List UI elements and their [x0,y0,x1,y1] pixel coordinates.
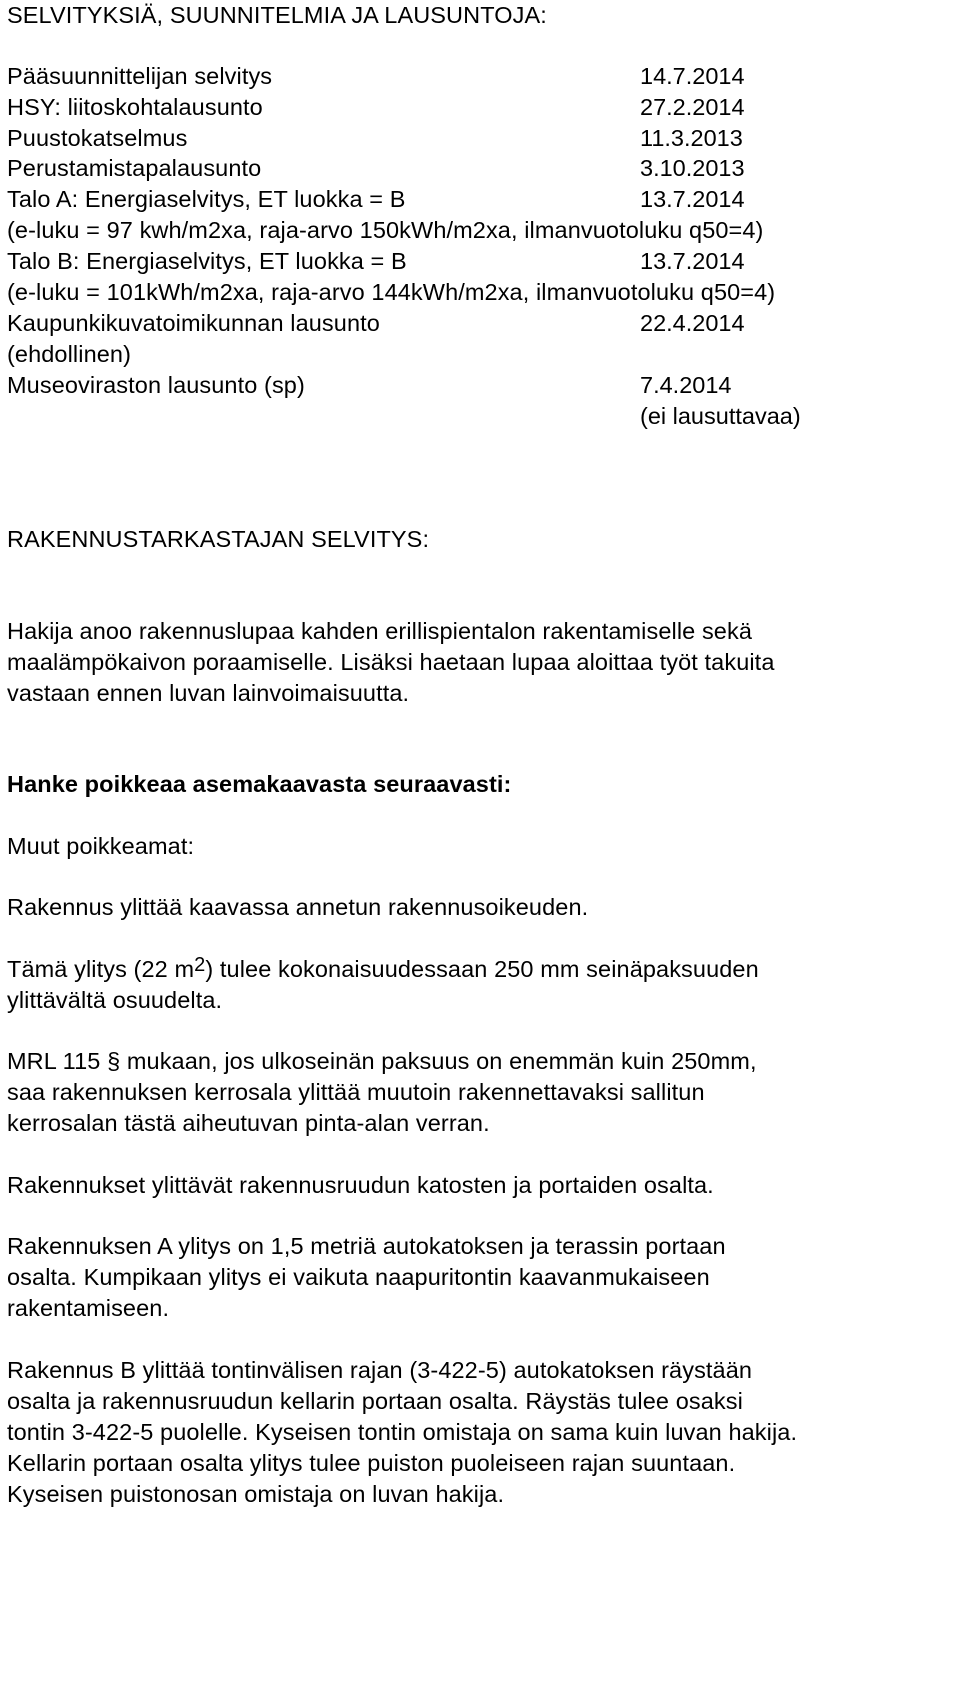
deviation-paragraph-line: Kellarin portaan osalta ylitys tulee puiston puoleiseen rajan suuntaan. [7,1450,736,1476]
deviation-heading: Hanke poikkeaa asemakaavasta seuraavasti: [7,771,512,797]
superscript-2: 2 [194,954,206,976]
area-text-after: ) tulee kokonaisuudessaan 250 mm seinäpaksuuden [205,956,759,982]
document-label: Museoviraston lausunto (sp) [7,372,305,398]
deviation-paragraph: Rakennus ylittää kaavassa annetun rakennusoikeuden. [7,894,589,920]
deviation-paragraph-line: Rakennus B ylittää tontinvälisen rajan (3-422-5) autokatoksen räystään [7,1357,753,1383]
document-date: 13.7.2014 [640,186,745,212]
deviation-paragraph-line: rakentamiseen. [7,1295,170,1321]
document-label: HSY: liitoskohtalausunto [7,94,263,120]
document-date: 3.10.2013 [640,155,745,181]
deviation-paragraph-line: ylittävältä osuudelta. [7,987,223,1013]
deviation-paragraph-line: saa rakennuksen kerrosala ylittää muutoin rakennettavaksi sallitun [7,1079,705,1105]
deviation-subheading: Muut poikkeamat: [7,833,195,859]
document-label: Perustamistapalausunto [7,155,262,181]
document-note: (e-luku = 101kWh/m2xa, raja-arvo 144kWh/m2xa, ilmanvuotoluku q50=4) [7,279,776,305]
document-date: 27.2.2014 [640,94,745,120]
document-label: Talo A: Energiaselvitys, ET luokka = B [7,186,406,212]
document-note: (ehdollinen) [7,341,132,367]
area-text-before: Tämä ylitys (22 m [7,956,195,982]
inspector-paragraph-line: vastaan ennen luvan lainvoimaisuutta. [7,680,410,706]
document-label: Pääsuunnittelijan selvitys [7,63,273,89]
document-note: (ei lausuttavaa) [640,403,801,429]
deviation-paragraph-line [7,956,759,983]
document-date: 14.7.2014 [640,63,745,89]
inspector-heading: RAKENNUSTARKASTAJAN SELVITYS: [7,526,430,552]
inspector-paragraph-line: Hakija anoo rakennuslupaa kahden erillispientalon rakentamiselle sekä [7,618,752,644]
document-date: 7.4.2014 [640,372,732,398]
deviation-paragraph-line: kerrosalan tästä aiheutuvan pinta-alan verran. [7,1110,490,1136]
inspector-paragraph-line: maalämpökaivon poraamiselle. Lisäksi haetaan lupaa aloittaa työt takuita [7,649,775,675]
deviation-paragraph-line: osalta ja rakennusruudun kellarin portaan osalta. Räystäs tulee osaksi [7,1388,743,1414]
document-label: Talo B: Energiaselvitys, ET luokka = B [7,248,407,274]
section-title: SELVITYKSIÄ, SUUNNITELMIA JA LAUSUNTOJA: [7,2,547,28]
deviation-paragraph-line: Rakennuksen A ylitys on 1,5 metriä autokatoksen ja terassin portaan [7,1233,726,1259]
document-note: (e-luku = 97 kwh/m2xa, raja-arvo 150kWh/m2xa, ilmanvuotoluku q50=4) [7,217,764,243]
document-label: Kaupunkikuvatoimikunnan lausunto [7,310,380,336]
document-label: Puustokatselmus [7,125,188,151]
deviation-paragraph-line: tontin 3-422-5 puolelle. Kyseisen tontin omistaja on sama kuin luvan hakija. [7,1419,798,1445]
deviation-paragraph-line: MRL 115 § mukaan, jos ulkoseinän paksuus on enemmän kuin 250mm, [7,1048,757,1074]
deviation-paragraph-line: osalta. Kumpikaan ylitys ei vaikuta naapuritontin kaavanmukaiseen [7,1264,710,1290]
document-date: 22.4.2014 [640,310,745,336]
deviation-paragraph-line: Kyseisen puistonosan omistaja on luvan hakija. [7,1481,505,1507]
deviation-paragraph: Rakennukset ylittävät rakennusruudun katosten ja portaiden osalta. [7,1172,714,1198]
document-date: 11.3.2013 [640,125,743,151]
document-date: 13.7.2014 [640,248,745,274]
